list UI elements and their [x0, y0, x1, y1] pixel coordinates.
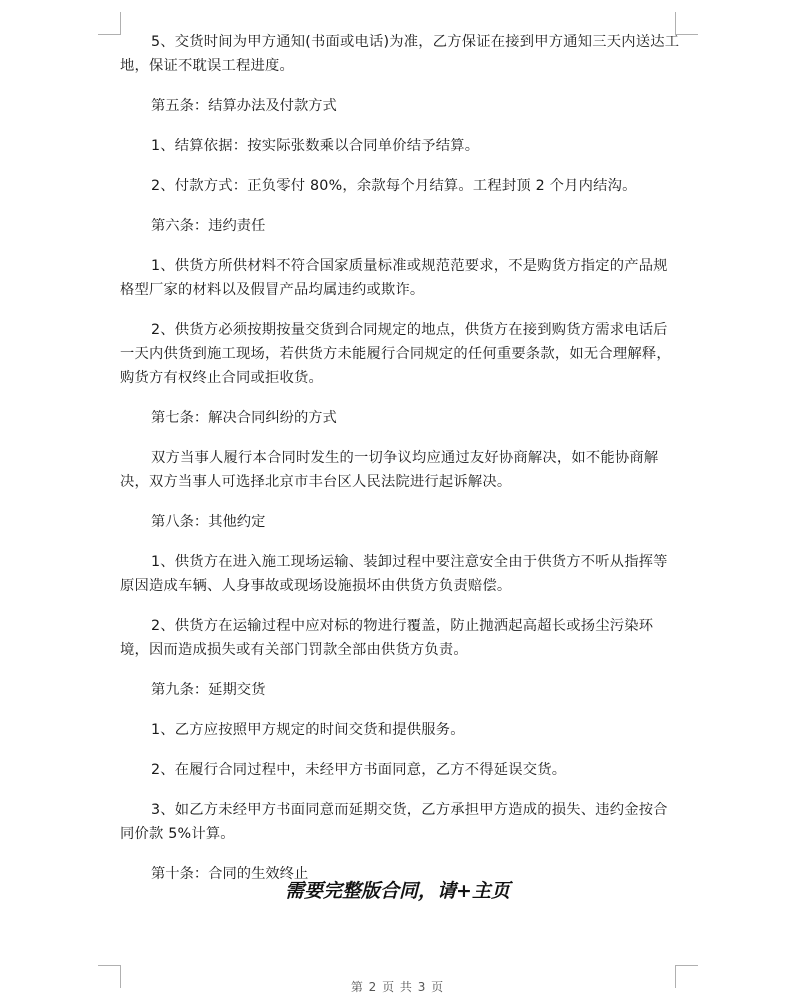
paragraph: 双方当事人履行本合同时发生的一切争议均应通过友好协商解决，如不能协商解决，双方当事人可选择北京市丰台区人民法院进行起诉解决。: [120, 450, 659, 490]
page-number-footer: 第 2 页 共 3 页: [350, 980, 445, 994]
section-heading: 第八条：其他约定: [151, 514, 266, 530]
full-version-notice: 需要完整版合同，请+主页: [285, 880, 510, 902]
paragraph: 2、供货方在运输过程中应对标的物进行覆盖，防止抛洒起高超长或扬尘污染环境，因而造成损失或有关部门罚款全部由供货方负责。: [120, 618, 654, 658]
section-heading: 第五条：结算办法及付款方式: [151, 98, 337, 114]
paragraph: 3、如乙方未经甲方书面同意而延期交货，乙方承担甲方造成的损失、违约金按合同价款 5%计算。: [120, 802, 668, 842]
section-heading: 第七条：解决合同纠纷的方式: [151, 410, 337, 426]
section-heading: 第十条：合同的生效终止: [151, 866, 309, 882]
paragraph: 2、付款方式：正负零付 80%，余款每个月结算。工程封顶 2 个月内结沟。: [151, 178, 637, 194]
paragraph: 2、供货方必须按期按量交货到合同规定的地点，供货方在接到购货方需求电话后一天内供货到施工现场，若供货方未能履行合同规定的任何重要条款，如无合理解释，购货方有权终止合同或拒收货。: [120, 322, 671, 386]
document-body: [120, 30, 680, 902]
paragraph: 1、乙方应按照甲方规定的时间交货和提供服务。: [151, 722, 465, 738]
paragraph: 5、交货时间为甲方通知(书面或电话)为准，乙方保证在接到甲方通知三天内送达工地，保证不耽误工程进度。: [120, 34, 680, 74]
paragraph: 1、供货方所供材料不符合国家质量标准或规范范要求，不是购货方指定的产品规格型厂家的材料以及假冒产品均属违约或欺诈。: [120, 258, 668, 298]
paragraph: 2、在履行合同过程中，未经甲方书面同意，乙方不得延误交货。: [151, 762, 567, 778]
page-corner-mark-top-left: [98, 12, 121, 35]
paragraph: 1、结算依据：按实际张数乘以合同单价结予结算。: [151, 138, 480, 154]
section-heading: 第六条：违约责任: [151, 218, 266, 234]
paragraph: 1、供货方在进入施工现场运输、装卸过程中要注意安全由于供货方不听从指挥等原因造成车辆、人身事故或现场设施损坏由供货方负责赔偿。: [120, 554, 668, 594]
section-heading: 第九条：延期交货: [151, 682, 266, 698]
